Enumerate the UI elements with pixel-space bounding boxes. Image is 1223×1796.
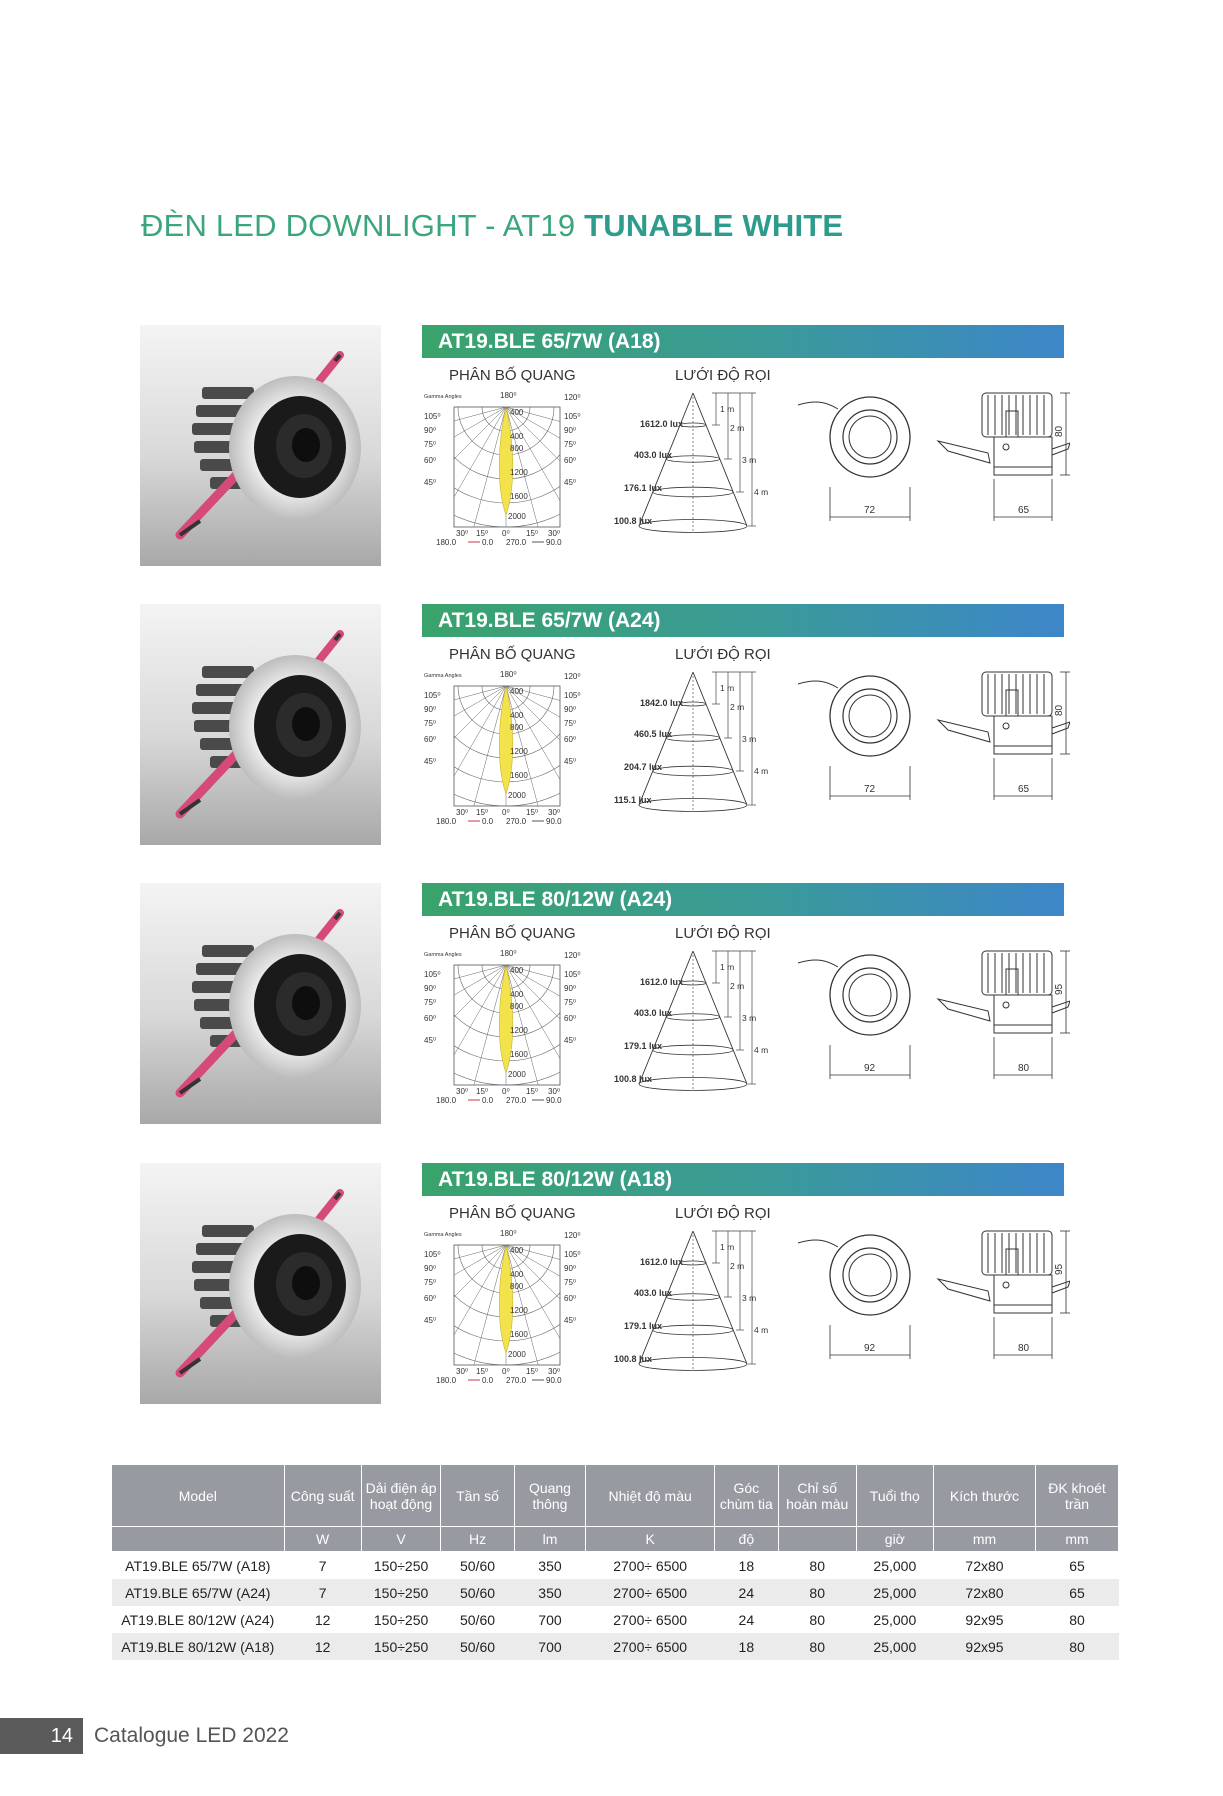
side-view	[938, 393, 1070, 475]
polar-angle-label: 45⁰	[564, 757, 577, 766]
table-cell: 18	[738, 1557, 755, 1574]
distance-label: 3 m	[742, 1013, 757, 1023]
polar-angle-label: 90⁰	[424, 426, 437, 435]
column-unit: V	[361, 1527, 441, 1552]
polar-radial-label: 1200	[510, 468, 528, 477]
lux-value: 1612.0 lux	[640, 419, 684, 429]
polar-legend-label: 0.0	[482, 817, 494, 826]
polar-legend-label: 180.0	[436, 538, 457, 547]
polar-diagram	[422, 949, 592, 1105]
polar-radial-label: 2000	[508, 1350, 526, 1359]
polar-radial-label: 400	[510, 1270, 524, 1279]
dimension-drawing	[798, 391, 1070, 525]
table-cell: 24	[738, 1611, 755, 1628]
lux-value: 403.0 lux	[634, 1008, 673, 1018]
column-unit: giờ	[856, 1527, 933, 1552]
polar-legend-label: 270.0	[506, 1376, 527, 1385]
polar-radial-label: 2000	[508, 512, 526, 521]
polar-radial-label: 400	[510, 687, 524, 696]
polar-angle-label: 105⁰	[564, 691, 581, 700]
polar-angle-label: 180⁰	[500, 949, 517, 958]
table-cell: 350	[538, 1557, 562, 1574]
product-photo	[140, 883, 381, 1124]
column-header: Tuổi thọ	[856, 1465, 933, 1527]
distance-label: 3 m	[742, 455, 757, 465]
table-cell: 50/60	[441, 1633, 514, 1660]
table-cell: 18	[714, 1633, 778, 1660]
column-header: Quang thông	[514, 1465, 586, 1527]
table-cell: 65	[1036, 1579, 1119, 1606]
column-header: Chỉ số hoàn màu	[778, 1465, 856, 1527]
table-cell: 12	[284, 1633, 361, 1660]
dimension-drawing	[798, 949, 1070, 1083]
polar-angle-label: 60⁰	[424, 456, 437, 465]
polar-diagram	[422, 391, 592, 547]
product-photo	[140, 1163, 381, 1404]
table-cell: 24	[714, 1579, 778, 1606]
column-header: Model	[112, 1465, 285, 1527]
product-block	[140, 604, 1070, 845]
distance-label: 4 m	[754, 1325, 769, 1335]
depth-dimension: 65	[1018, 784, 1030, 795]
column-unit: lm	[514, 1527, 586, 1552]
side-view	[938, 672, 1070, 754]
gamma-angles-label: Gamma Angles	[424, 673, 462, 679]
polar-angle-label: 15⁰	[476, 1087, 489, 1096]
table-cell: 700	[538, 1611, 562, 1628]
table-cell: 2700÷ 6500	[586, 1633, 715, 1660]
polar-legend-label: 270.0	[506, 817, 527, 826]
spec-table	[111, 1464, 1119, 1660]
polar-angle-label: 30⁰	[456, 1087, 469, 1096]
diameter-dimension: 92	[864, 1343, 876, 1354]
dimension-drawing	[798, 670, 1070, 804]
table-cell: 92x95	[933, 1633, 1035, 1660]
gamma-angles-label: Gamma Angles	[424, 952, 462, 958]
lux-value: 179.1 lux	[624, 1321, 663, 1331]
title-prefix: ĐÈN LED DOWNLIGHT - AT19	[141, 208, 585, 243]
table-cell: 92x95	[965, 1611, 1004, 1628]
column-unit	[778, 1527, 856, 1552]
page-title	[141, 208, 843, 244]
catalogue-title: Catalogue LED 2022	[94, 1724, 289, 1747]
table-cell: 50/60	[459, 1557, 496, 1574]
polar-angle-label: 105⁰	[564, 970, 581, 979]
table-cell: 2700÷ 6500	[613, 1611, 688, 1628]
table-cell: 50/60	[441, 1579, 514, 1606]
polar-angle-label: 90⁰	[424, 705, 437, 714]
height-dimension: 80	[1054, 425, 1065, 437]
illuminance-grid-label: LƯỚI ĐỘ RỌI	[675, 1205, 771, 1222]
column-unit: K	[586, 1527, 715, 1552]
polar-angle-label: 30⁰	[548, 808, 561, 817]
polar-angle-label: 90⁰	[564, 984, 577, 993]
product-title-bar: AT19.BLE 65/7W (A18)	[422, 325, 1064, 358]
lux-value: 1612.0 lux	[640, 977, 684, 987]
polar-angle-label: 0⁰	[502, 1367, 510, 1376]
polar-radial-label: 2000	[508, 1070, 526, 1079]
polar-angle-label: 15⁰	[476, 529, 489, 538]
table-cell: 2700÷ 6500	[586, 1579, 715, 1606]
polar-angle-label: 60⁰	[564, 1014, 577, 1023]
table-cell: AT19.BLE 80/12W (A18)	[112, 1633, 285, 1660]
page-number: 14	[0, 1718, 83, 1754]
polar-legend-label: 90.0	[546, 1096, 562, 1105]
column-header: Kích thước	[933, 1465, 1035, 1527]
table-cell: 25,000	[873, 1611, 917, 1628]
table-cell: 80	[809, 1611, 825, 1628]
lux-value: 179.1 lux	[624, 1041, 663, 1051]
distance-label: 3 m	[742, 1293, 757, 1303]
polar-angle-label: 90⁰	[564, 1264, 577, 1273]
polar-angle-label: 45⁰	[564, 1036, 577, 1045]
polar-angle-label: 60⁰	[564, 735, 577, 744]
light-distribution-label: PHÂN BỐ QUANG	[449, 1205, 576, 1222]
illuminance-cone	[580, 1229, 770, 1381]
lux-value: 1612.0 lux	[640, 1257, 684, 1267]
depth-dimension: 65	[1018, 505, 1030, 516]
table-row	[112, 1633, 1119, 1660]
height-dimension: 80	[1054, 704, 1065, 716]
column-header: Góc chùm tia	[714, 1465, 778, 1527]
polar-angle-label: 120⁰	[564, 951, 581, 960]
polar-radial-label: 400	[510, 990, 524, 999]
polar-angle-label: 15⁰	[476, 808, 489, 817]
polar-radial-label: 1600	[510, 771, 528, 780]
table-row	[112, 1552, 1119, 1580]
footer	[0, 1718, 400, 1754]
distance-label: 4 m	[754, 1045, 769, 1055]
polar-angle-label: 45⁰	[424, 1316, 437, 1325]
table-cell: 12	[314, 1611, 331, 1628]
polar-angle-label: 60⁰	[424, 735, 437, 744]
polar-angle-label: 120⁰	[564, 1231, 581, 1240]
polar-angle-label: 15⁰	[526, 1367, 539, 1376]
polar-legend-label: 0.0	[482, 1376, 494, 1385]
polar-angle-label: 90⁰	[564, 426, 577, 435]
polar-angle-label: 105⁰	[564, 1250, 581, 1259]
polar-angle-label: 60⁰	[564, 456, 577, 465]
polar-angle-label: 105⁰	[424, 970, 441, 979]
column-unit: W	[284, 1527, 361, 1552]
polar-radial-label: 400	[510, 1246, 524, 1255]
illuminance-grid-label: LƯỚI ĐỘ RỌI	[675, 925, 771, 942]
product-block	[140, 325, 1070, 566]
polar-legend-label: 180.0	[436, 817, 457, 826]
polar-radial-label: 1200	[510, 747, 528, 756]
polar-angle-label: 15⁰	[526, 529, 539, 538]
light-distribution-label: PHÂN BỐ QUANG	[449, 367, 576, 384]
polar-angle-label: 15⁰	[476, 1367, 489, 1376]
table-cell: 72x80	[965, 1557, 1004, 1574]
polar-radial-label: 1600	[510, 492, 528, 501]
polar-angle-label: 15⁰	[526, 1087, 539, 1096]
polar-angle-label: 30⁰	[456, 808, 469, 817]
table-cell: 50/60	[459, 1611, 496, 1628]
table-cell: 150÷250	[373, 1557, 429, 1574]
lux-value: 204.7 lux	[624, 762, 663, 772]
table-cell: 25,000	[856, 1579, 933, 1606]
polar-angle-label: 15⁰	[526, 808, 539, 817]
table-cell: 350	[514, 1579, 586, 1606]
distance-label: 2 m	[730, 702, 745, 712]
polar-angle-label: 30⁰	[548, 1087, 561, 1096]
polar-angle-label: 60⁰	[424, 1294, 437, 1303]
table-cell: AT19.BLE 65/7W (A18)	[125, 1557, 271, 1574]
polar-radial-label: 1600	[510, 1330, 528, 1339]
polar-angle-label: 180⁰	[500, 391, 517, 400]
side-view	[938, 1231, 1070, 1313]
table-cell: 2700÷ 6500	[613, 1557, 688, 1574]
polar-legend-label: 90.0	[546, 817, 562, 826]
polar-angle-label: 75⁰	[564, 440, 577, 449]
polar-angle-label: 75⁰	[424, 998, 437, 1007]
polar-radial-label: 800	[510, 444, 524, 453]
product-photo	[140, 604, 381, 845]
lux-value: 176.1 lux	[624, 483, 663, 493]
polar-angle-label: 45⁰	[424, 478, 437, 487]
polar-angle-label: 0⁰	[502, 529, 510, 538]
table-cell: AT19.BLE 65/7W (A24)	[112, 1579, 285, 1606]
table-cell: 700	[514, 1633, 586, 1660]
polar-angle-label: 180⁰	[500, 1229, 517, 1238]
polar-angle-label: 90⁰	[424, 984, 437, 993]
table-cell: 25,000	[873, 1557, 917, 1574]
table-cell: AT19.BLE 80/12W (A24)	[121, 1611, 275, 1628]
title-highlight: TUNABLE WHITE	[584, 208, 844, 243]
light-distribution-label: PHÂN BỐ QUANG	[449, 925, 576, 942]
polar-angle-label: 105⁰	[424, 1250, 441, 1259]
table-header-row	[112, 1465, 1119, 1527]
polar-legend-label: 90.0	[546, 538, 562, 547]
depth-dimension: 80	[1018, 1063, 1030, 1074]
depth-dimension: 80	[1018, 1343, 1030, 1354]
light-distribution-label: PHÂN BỐ QUANG	[449, 646, 576, 663]
distance-label: 4 m	[754, 487, 769, 497]
table-cell: 150÷250	[373, 1611, 429, 1628]
polar-angle-label: 30⁰	[548, 1367, 561, 1376]
polar-angle-label: 105⁰	[424, 691, 441, 700]
side-view	[938, 951, 1070, 1033]
polar-angle-label: 75⁰	[564, 1278, 577, 1287]
polar-angle-label: 105⁰	[564, 412, 581, 421]
polar-diagram	[422, 670, 592, 826]
table-unit-row	[112, 1527, 1119, 1552]
polar-angle-label: 45⁰	[564, 1316, 577, 1325]
column-unit	[112, 1527, 285, 1552]
polar-radial-label: 400	[510, 432, 524, 441]
polar-radial-label: 1600	[510, 1050, 528, 1059]
polar-angle-label: 90⁰	[564, 705, 577, 714]
polar-angle-label: 120⁰	[564, 672, 581, 681]
height-dimension: 95	[1054, 1263, 1065, 1275]
column-unit: Hz	[441, 1527, 514, 1552]
diameter-dimension: 72	[864, 784, 876, 795]
polar-angle-label: 45⁰	[564, 478, 577, 487]
lux-value: 100.8 lux	[614, 516, 653, 526]
polar-radial-label: 1200	[510, 1306, 528, 1315]
table-cell: 80	[778, 1633, 856, 1660]
polar-angle-label: 75⁰	[424, 1278, 437, 1287]
table-cell: 80	[1069, 1611, 1085, 1628]
lux-value: 403.0 lux	[634, 450, 673, 460]
column-header: Tần số	[441, 1465, 514, 1527]
polar-legend-label: 180.0	[436, 1096, 457, 1105]
polar-radial-label: 400	[510, 711, 524, 720]
polar-radial-label: 800	[510, 1002, 524, 1011]
polar-legend-label: 0.0	[482, 538, 494, 547]
table-cell: 7	[318, 1557, 327, 1574]
polar-angle-label: 30⁰	[456, 1367, 469, 1376]
polar-angle-label: 75⁰	[424, 440, 437, 449]
column-unit: mm	[933, 1527, 1035, 1552]
column-unit: mm	[1036, 1527, 1119, 1552]
gamma-angles-label: Gamma Angles	[424, 1232, 462, 1238]
table-cell: 80	[809, 1557, 825, 1574]
table-cell: 80	[1036, 1633, 1119, 1660]
diameter-dimension: 92	[864, 1063, 876, 1074]
distance-label: 2 m	[730, 1261, 745, 1271]
lux-value: 100.8 lux	[614, 1074, 653, 1084]
polar-angle-label: 90⁰	[424, 1264, 437, 1273]
column-header: Công suất	[284, 1465, 361, 1527]
product-title-bar: AT19.BLE 80/12W (A18)	[422, 1163, 1064, 1196]
polar-angle-label: 75⁰	[564, 719, 577, 728]
table-cell: 150÷250	[361, 1633, 441, 1660]
polar-angle-label: 75⁰	[564, 998, 577, 1007]
polar-angle-label: 75⁰	[424, 719, 437, 728]
table-cell: 80	[778, 1579, 856, 1606]
table-row	[112, 1579, 1119, 1606]
distance-label: 2 m	[730, 981, 745, 991]
product-photo	[140, 325, 381, 566]
gamma-angles-label: Gamma Angles	[424, 394, 462, 400]
table-cell: 25,000	[856, 1633, 933, 1660]
illuminance-cone	[580, 391, 770, 543]
polar-radial-label: 400	[510, 966, 524, 975]
column-header: Dải điện áp hoạt động	[361, 1465, 441, 1527]
illuminance-cone	[580, 670, 770, 822]
lux-value: 100.8 lux	[614, 1354, 653, 1364]
polar-angle-label: 105⁰	[424, 412, 441, 421]
lux-value: 403.0 lux	[634, 1288, 673, 1298]
polar-radial-label: 400	[510, 408, 524, 417]
lux-value: 460.5 lux	[634, 729, 673, 739]
polar-angle-label: 0⁰	[502, 1087, 510, 1096]
table-cell: 72x80	[933, 1579, 1035, 1606]
polar-legend-label: 0.0	[482, 1096, 494, 1105]
table-row	[112, 1606, 1119, 1633]
illuminance-grid-label: LƯỚI ĐỘ RỌI	[675, 646, 771, 663]
dimension-drawing	[798, 1229, 1070, 1363]
polar-angle-label: 120⁰	[564, 393, 581, 402]
lux-value: 115.1 lux	[614, 795, 652, 805]
polar-angle-label: 45⁰	[424, 1036, 437, 1045]
table-cell: 150÷250	[361, 1579, 441, 1606]
polar-legend-label: 270.0	[506, 538, 527, 547]
product-block	[140, 883, 1070, 1124]
polar-angle-label: 0⁰	[502, 808, 510, 817]
polar-angle-label: 30⁰	[456, 529, 469, 538]
distance-label: 3 m	[742, 734, 757, 744]
distance-label: 4 m	[754, 766, 769, 776]
polar-radial-label: 800	[510, 723, 524, 732]
distance-label: 2 m	[730, 423, 745, 433]
product-title-bar: AT19.BLE 65/7W (A24)	[422, 604, 1064, 637]
polar-legend-label: 180.0	[436, 1376, 457, 1385]
height-dimension: 95	[1054, 983, 1065, 995]
polar-diagram	[422, 1229, 592, 1385]
lux-value: 1842.0 lux	[640, 698, 684, 708]
polar-radial-label: 1200	[510, 1026, 528, 1035]
polar-legend-label: 270.0	[506, 1096, 527, 1105]
polar-angle-label: 60⁰	[564, 1294, 577, 1303]
polar-radial-label: 800	[510, 1282, 524, 1291]
polar-angle-label: 180⁰	[500, 670, 517, 679]
column-header: Nhiệt độ màu	[586, 1465, 715, 1527]
distance-label: 1 m	[720, 404, 735, 414]
diameter-dimension: 72	[864, 505, 876, 516]
table-cell: 65	[1069, 1557, 1085, 1574]
distance-label: 1 m	[720, 962, 735, 972]
table-cell: 7	[284, 1579, 361, 1606]
polar-angle-label: 60⁰	[424, 1014, 437, 1023]
illuminance-cone	[580, 949, 770, 1101]
polar-radial-label: 2000	[508, 791, 526, 800]
column-header: ĐK khoét trần	[1036, 1465, 1119, 1527]
illuminance-grid-label: LƯỚI ĐỘ RỌI	[675, 367, 771, 384]
column-unit: độ	[714, 1527, 778, 1552]
polar-legend-label: 90.0	[546, 1376, 562, 1385]
product-block	[140, 1163, 1070, 1404]
product-title-bar: AT19.BLE 80/12W (A24)	[422, 883, 1064, 916]
polar-angle-label: 45⁰	[424, 757, 437, 766]
distance-label: 1 m	[720, 683, 735, 693]
polar-angle-label: 30⁰	[548, 529, 561, 538]
distance-label: 1 m	[720, 1242, 735, 1252]
